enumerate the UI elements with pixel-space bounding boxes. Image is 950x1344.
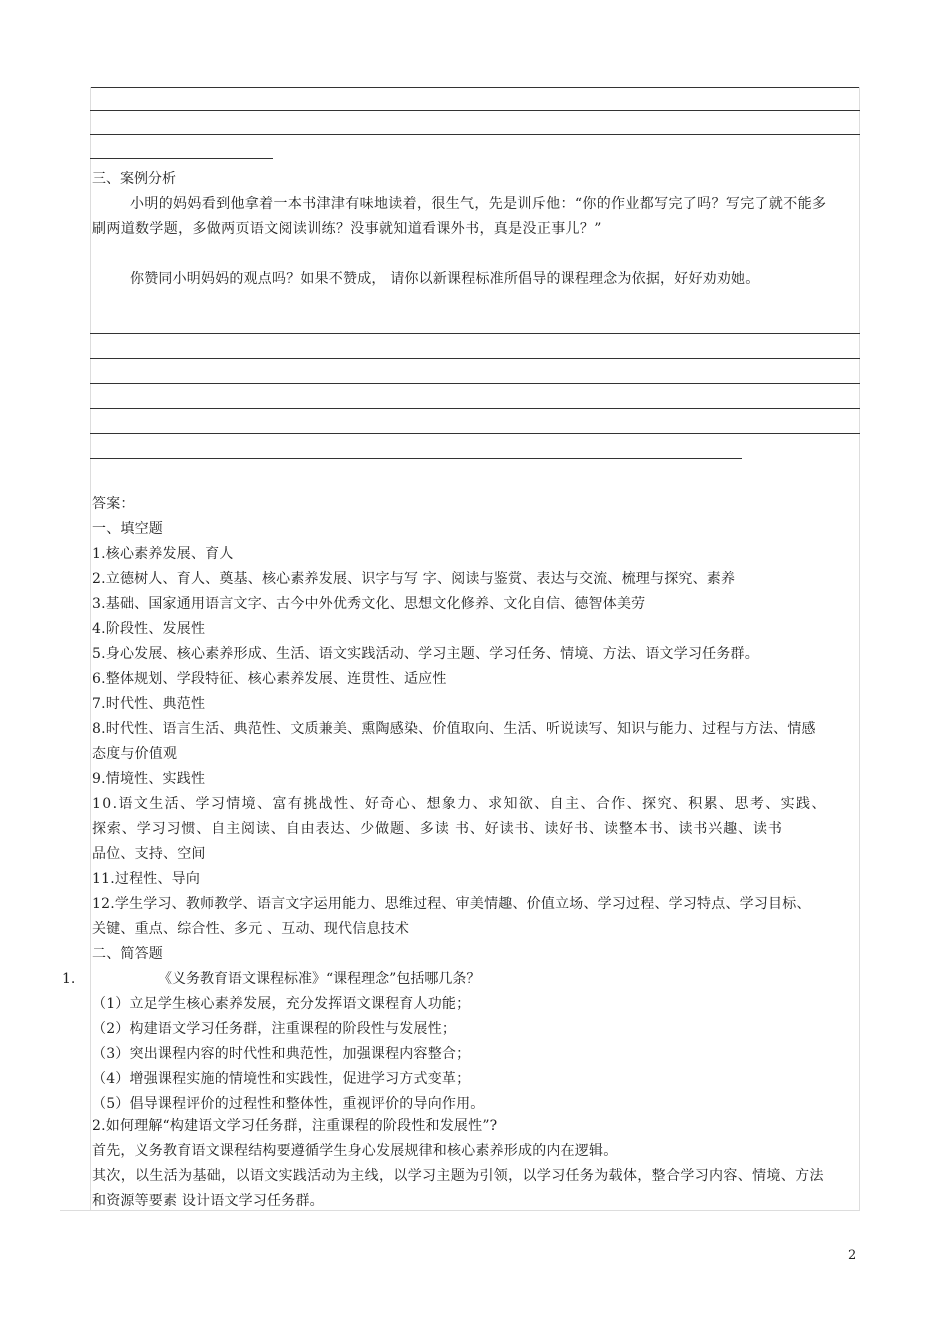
- fill-answer: 3.基础、国家通用语言文字、古今中外优秀文化、思想文化修养、文化自信、德智体美劳: [92, 596, 646, 612]
- fill-answer: 11.过程性、导向: [92, 871, 201, 887]
- writing-line-short: [90, 458, 742, 459]
- writing-line: [90, 408, 860, 409]
- case-text-line1: 小明的妈妈看到他拿着一本书津津有味地读着，很生气，先是训斥他：“你的作业都写完了吗？写完了就不能多: [130, 196, 827, 212]
- answer-line: [90, 110, 860, 111]
- fill-answer: 6.整体规划、学段特征、核心素养发展、连贯性、适应性: [92, 671, 447, 687]
- fill-answer: 9.情境性、实践性: [92, 771, 206, 787]
- fill-answer: 态度与价值观: [92, 746, 178, 762]
- page-number: 2: [848, 1248, 857, 1263]
- question-1-item: （3）突出课程内容的时代性和典范性，加强课程内容整合；: [92, 1046, 471, 1062]
- fill-answer: 1.核心素养发展、育人: [92, 546, 234, 562]
- fill-answer: 7.时代性、典范性: [92, 696, 206, 712]
- fill-answer: 品位、支持、空间: [92, 846, 206, 862]
- question-1-item: （4）增强课程实施的情境性和实践性，促进学习方式变革；: [92, 1071, 471, 1087]
- page-frame-left: [90, 87, 91, 1210]
- case-text-line2: 刷两道数学题，多做两页语文阅读训练？没事就知道看课外书，真是没正事儿？”: [92, 221, 602, 237]
- short-answer-title: 二、简答题: [92, 946, 163, 962]
- question-2-answer: 首先，义务教育语文课程结构要遵循学生身心发展规律和核心素养形成的内在逻辑。: [92, 1143, 618, 1159]
- page-frame-right: [859, 87, 860, 1210]
- answer-line: [90, 134, 860, 135]
- question-2: 2.如何理解“构建语文学习任务群，注重课程的阶段性和发展性”?: [92, 1118, 498, 1134]
- writing-line: [90, 433, 860, 434]
- fill-answer: 关键、重点、综合性、多元 、互动、现代信息技术: [92, 921, 410, 937]
- writing-line: [90, 358, 860, 359]
- writing-line: [90, 333, 860, 334]
- page-frame-top: [90, 87, 860, 88]
- answers-label: 答案：: [92, 496, 135, 512]
- fill-blank-title: 一、填空题: [92, 521, 163, 537]
- question-1-item: （5）倡导课程评价的过程性和整体性，重视评价的导向作用。: [92, 1096, 485, 1112]
- case-question: 你赞同小明妈妈的观点吗？如果不赞成， 请你以新课程标准所倡导的课程理念为依据，好好劝劝她。: [130, 271, 760, 287]
- fill-answer: 2.立德树人、育人、奠基、核心素养发展、识字与写 字、阅读与鉴赏、表达与交流、梳理与探究、素养: [92, 571, 736, 587]
- question-2-answer: 其次，以生活为基础，以语文实践活动为主线，以学习主题为引领，以学习任务为载体，整合学习内容、情境、方法: [92, 1168, 824, 1184]
- fill-answer: 探索、学习习惯、自主阅读、自由表达、少做题、多读 书、好读书、读好书、读整本书、读书兴趣、读书: [92, 821, 783, 837]
- page-frame-bottom: [60, 1210, 860, 1211]
- question-1: 《义务教育语文课程标准》“课程理念”包括哪几条？: [158, 971, 481, 987]
- question-1-item: （1）立足学生核心素养发展，充分发挥语文课程育人功能；: [92, 996, 471, 1012]
- question-1-item: （2）构建语文学习任务群，注重课程的阶段性与发展性；: [92, 1021, 457, 1037]
- fill-answer: 5.身心发展、核心素养形成、生活、语文实践活动、学习主题、学习任务、情境、方法、语文学习任务群。: [92, 646, 759, 662]
- question-number: 1.: [62, 971, 76, 987]
- fill-answer: 12.学生学习、教师教学、语言文字运用能力、思维过程、审美情趣、价值立场、学习过程、学习特点、学习目标、: [92, 896, 811, 912]
- fill-answer: 10.语文生活、学习情境、富有挑战性、好奇心、想象力、求知欲、自主、合作、探究、积累、思考、实践、: [92, 796, 827, 812]
- fill-answer: 8.时代性、语言生活、典范性、文质兼美、熏陶感染、价值取向、生活、听说读写、知识与能力、过程与方法、情感: [92, 721, 816, 737]
- question-2-answer: 和资源等要素 设计语文学习任务群。: [92, 1193, 324, 1209]
- section3-title: 三、案例分析: [92, 171, 176, 187]
- writing-line: [90, 383, 860, 384]
- answer-line-short: [90, 158, 273, 159]
- fill-answer: 4.阶段性、发展性: [92, 621, 206, 637]
